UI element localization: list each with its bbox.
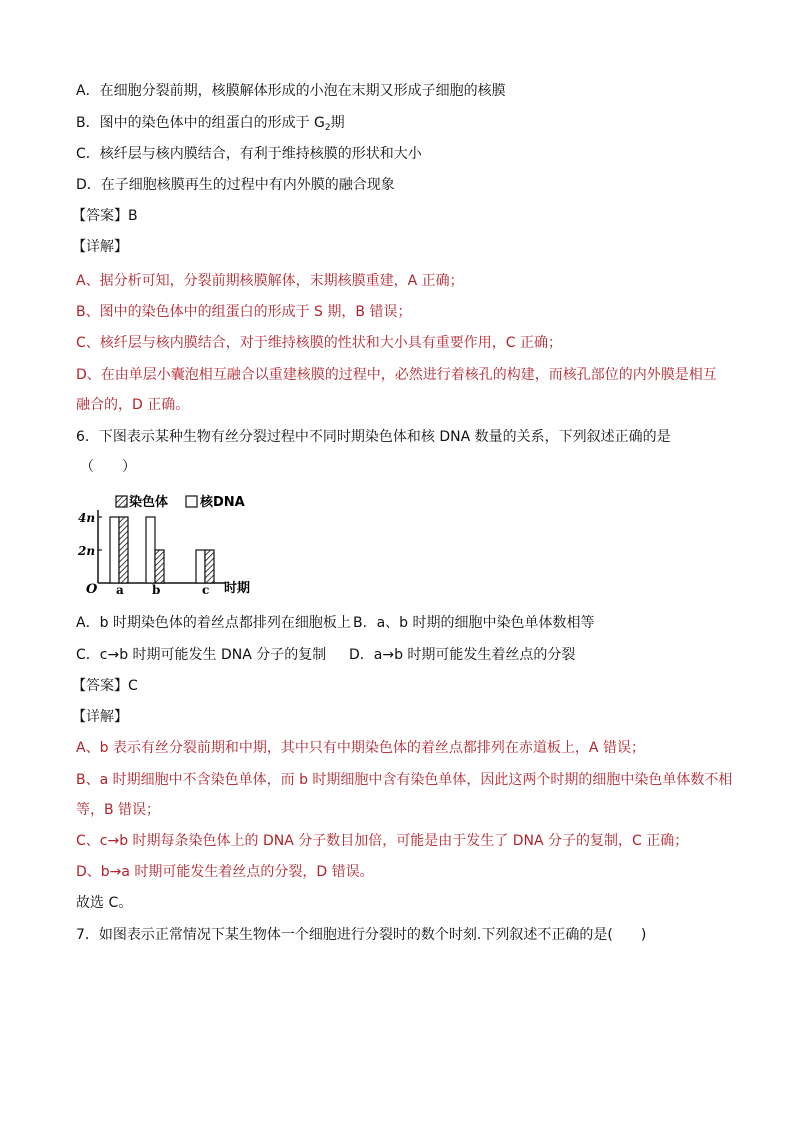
category-label-c: c [202,583,210,597]
legend-label-chromosome: 染色体 [129,495,169,510]
q7-stem: 7．如图表示正常情况下某生物体一个细胞进行分裂时的数个时刻.下列叙述不正确的是( ) [76,927,647,943]
legend-swatch-chromosome [116,496,127,507]
bar-dna-c [196,550,205,583]
q6-detail-line: D、b→a 时期可能发生着丝点的分裂，D 错误。 [76,864,374,880]
q5-option-a: A．在细胞分裂前期，核膜解体形成的小泡在末期又形成子细胞的核膜 [76,83,506,99]
legend-swatch-dna [186,496,197,507]
q5-detail-line: 融合的，D 正确。 [76,397,190,413]
q6-bar-chart [76,486,276,598]
q5-detail-label: 【详解】 [72,239,128,255]
q5-detail-line: C、核纤层与核内膜结合，对于维持核膜的性状和大小具有重要作用，C 正确； [76,335,562,351]
q6-stem: 6．下图表示某种生物有丝分裂过程中不同时期染色体和核 DNA 数量的关系，下列叙述正确的是 [76,429,671,445]
q5-detail-line: D、在由单层小囊泡相互融合以重建核膜的过程中，必然进行着核孔的构建，而核孔部位的内外膜是相互 [76,367,717,383]
origin-label: O [86,582,98,597]
q6-answer-blank: （ ） [80,459,136,475]
q6-detail-line: B、a 时期细胞中不含染色单体，而 b 时期细胞中含有染色单体，因此这两个时期的细胞中染色单体数不相 [76,772,733,788]
q6-detail-line: C、c→b 时期每条染色体上的 DNA 分子数目加倍，可能是由于发生了 DNA 分子的复制，C 正确； [76,833,689,849]
q6-option-b: B．a、b 时期的细胞中染色单体数相等 [353,615,595,631]
x-axis-label: 时期 [224,581,251,596]
q5-answer: 【答案】B [72,208,138,224]
category-label-a: a [116,583,124,597]
category-label-b: b [152,583,161,597]
q6-detail-line: A、b 表示有丝分裂前期和中期，其中只有中期染色体的着丝点都排列在赤道板上，A 错误； [76,740,645,756]
bar-chromosome-a [119,517,128,583]
q6-detail-label: 【详解】 [72,709,128,725]
bar-dna-b [146,517,155,583]
bar-chromosome-c [205,550,214,583]
q5-option-b-text: B．图中的染色体中的组蛋白的形成于 G [76,115,325,131]
q6-answer: 【答案】C [72,678,138,694]
legend-label-dna: 核DNA [200,495,245,510]
q6-option-d: D．a→b 时期可能发生着丝点的分裂 [349,647,576,663]
q5-option-b-suffix: 期 [330,115,345,131]
q5-option-d: D．在子细胞核膜再生的过程中有内外膜的融合现象 [76,177,395,193]
q6-detail-line: 等，B 错误； [76,802,161,818]
q5-option-b-subscript: 2 [324,123,331,133]
bar-dna-a [110,517,119,583]
q5-option-c: C．核纤层与核内膜结合，有利于维持核膜的形状和大小 [76,146,422,162]
q6-option-c: C．c→b 时期可能发生 DNA 分子的复制 [76,647,327,663]
y-tick-label: 2n [78,544,96,558]
bar-chromosome-b [155,550,164,583]
q5-detail-line: A、据分析可知，分裂前期核膜解体，末期核膜重建，A 正确； [76,273,464,289]
q5-detail-line: B、图中的染色体中的组蛋白的形成于 S 期，B 错误； [76,304,412,320]
q6-conclusion: 故选 C。 [76,895,133,911]
q6-option-a: A．b 时期染色体的着丝点都排列在细胞板上 [76,615,351,631]
q5-option-b [76,114,345,132]
y-tick-label: 4n [78,511,96,525]
